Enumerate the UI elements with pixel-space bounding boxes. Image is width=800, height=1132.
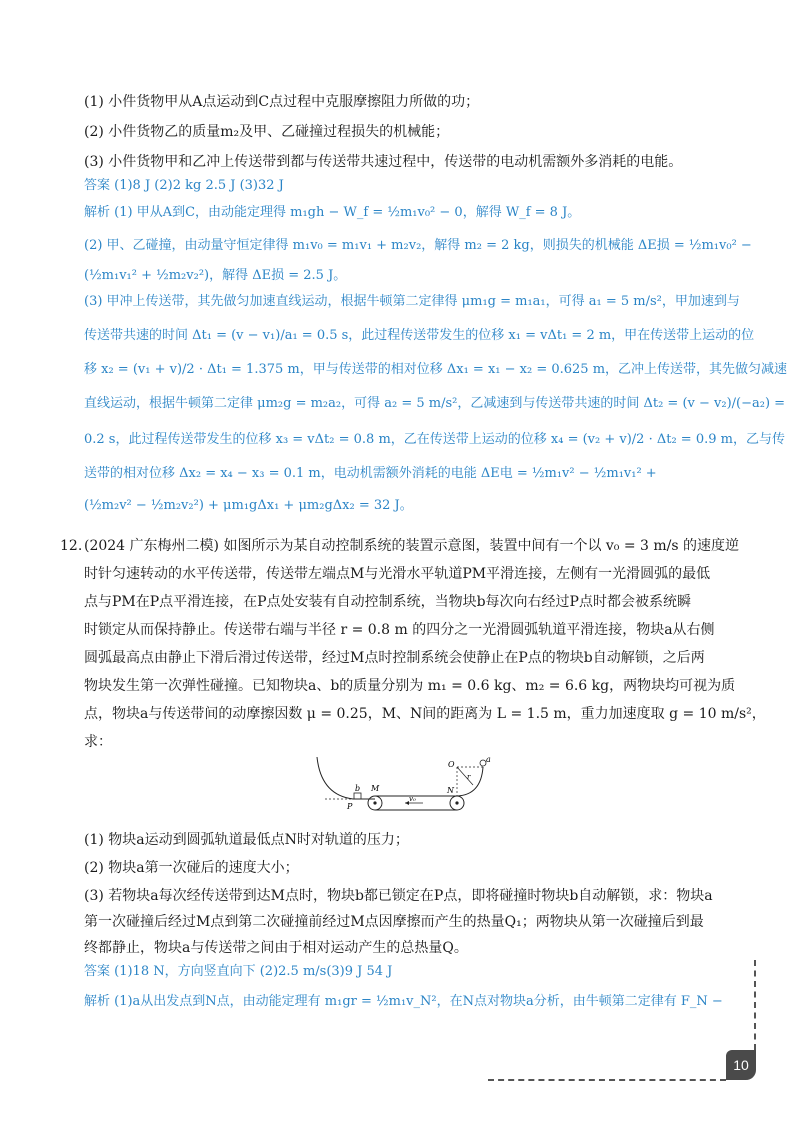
left-roller-axle xyxy=(373,801,376,804)
question-line: (2024 广东梅州二模) 如图所示为某自动控制系统的装置示意图，装置中间有一个以 v₀ = 3 m/s 的速度逆 xyxy=(84,538,740,554)
solution-line: 传送带共速的时间 Δt₁ = (v − v₁)/a₁ = 0.5 s，此过程传送带发生的位移 x₁ = vΔt₁ = 2 m，甲在传送带上运动的位 xyxy=(84,328,755,343)
sub-question: 第一次碰撞后经过M点到第二次碰撞前经过M点因摩擦而产生的热量Q₁；两物块从第一次碰撞后到最 xyxy=(84,914,704,930)
question-line: (2) 小件货物乙的质量m₂及甲、乙碰撞过程损失的机械能； xyxy=(84,124,450,140)
label-v0: v₀ xyxy=(409,795,416,803)
label-n: N xyxy=(447,786,454,795)
solution-line: (½m₁v₁² + ½m₂v₂²)，解得 ΔE损 = 2.5 J。 xyxy=(84,268,347,283)
page-number: 10 xyxy=(726,1050,756,1080)
question-line: 点，物块a与传送带间的动摩擦因数 μ = 0.25，M、N间的距离为 L = 1.5 m，重力加速度取 g = 10 m/s²， xyxy=(84,706,766,722)
question-line: 求： xyxy=(84,734,112,750)
label-m: M xyxy=(371,784,380,793)
label-b: b xyxy=(355,784,361,793)
answer-line: 答案 (1)18 N，方向竖直向下 (2)2.5 m/s(3)9 J 54 J xyxy=(84,964,393,979)
right-roller-axle xyxy=(455,801,458,804)
dashed-border-horizontal xyxy=(488,1079,726,1081)
question-line: (3) 小件货物甲和乙冲上传送带到都与传送带共速过程中，传送带的电动机需额外多消耗的电能。 xyxy=(84,154,683,170)
label-r: r xyxy=(467,773,471,781)
solution-line: 解析 (1) 甲从A到C，由动能定理得 m₁gh − W_f = ½m₁v₀² − 0，解得 W_f = 8 J。 xyxy=(84,205,581,220)
question-line: (1) 小件货物甲从A点运动到C点过程中克服摩擦阻力所做的功； xyxy=(84,94,480,110)
radius-line xyxy=(457,767,473,785)
solution-line: 解析 (1)a从出发点到N点，由动能定理有 m₁gr = ½m₁v_N²，在N点对物块a分析，由牛顿第二定律有 F_N − xyxy=(84,994,723,1009)
solution-line: (2) 甲、乙碰撞，由动量守恒定律得 m₁v₀ = m₁v₁ + m₂v₂，解得 m₂ = 2 kg，则损失的机械能 ΔE损 = ½m₁v₀² − xyxy=(84,238,752,253)
question-line: 点与PM在P点平滑连接，在P点处安装有自动控制系统，当物块b每次向右经过P点时都会被系统瞬 xyxy=(84,594,691,610)
left-arc xyxy=(317,757,353,799)
question-number: 12. xyxy=(60,538,83,554)
sub-question: (2) 物块a第一次碰后的速度大小； xyxy=(84,860,299,876)
solution-line: (½m₂v² − ½m₂v₂²) + μm₁gΔx₁ + μm₂gΔx₂ = 32 J。 xyxy=(84,498,413,513)
sub-question: (1) 物块a运动到圆弧轨道最低点N时对轨道的压力； xyxy=(84,832,409,848)
question-line: 物块发生第一次弹性碰撞。已知物块a、b的质量分别为 m₁ = 0.6 kg、m₂ = 6.6 kg，两物块均可视为质 xyxy=(84,678,736,694)
question-line: 时锁定从而保持静止。传送带右端与半径 r = 0.8 m 的四分之一光滑圆弧轨道平滑连接，物块a从右侧 xyxy=(84,622,715,638)
question-line: 时针匀速转动的水平传送带，传送带左端点M与光滑水平轨道PM平滑连接，左侧有一光滑圆弧的最低 xyxy=(84,566,711,582)
label-a: a xyxy=(486,755,491,764)
question-line: 圆弧最高点由静止下滑后滑过传送带，经过M点时控制系统会使静止在P点的物块b自动解锁，之后两 xyxy=(84,650,705,666)
solution-line: (3) 甲冲上传送带，其先做匀加速直线运动，根据牛顿第二定律得 μm₁g = m₁a₁，可得 a₁ = 5 m/s²，甲加速到与 xyxy=(84,294,740,309)
sub-question: 终都静止，物块a与传送带之间由于相对运动产生的总热量Q。 xyxy=(84,940,468,956)
solution-line: 直线运动，根据牛顿第二定律 μm₂g = m₂a₂，可得 a₂ = 5 m/s²，乙减速到与传送带共速的时间 Δt₂ = (v − v₂)/(−a₂) = xyxy=(84,396,786,411)
solution-line: 0.2 s，此过程传送带发生的位移 x₃ = vΔt₂ = 0.8 m，乙在传送带上运动的位移 x₄ = (v₂ + v)/2 · Δt₂ = 0.9 m，乙与传 xyxy=(84,432,785,447)
conveyor-diagram xyxy=(305,755,495,817)
label-p: P xyxy=(347,802,353,811)
block-b xyxy=(354,793,361,799)
answer-line: 答案 (1)8 J (2)2 kg 2.5 J (3)32 J xyxy=(84,178,284,193)
solution-line: 移 x₂ = (v₁ + v)/2 · Δt₁ = 1.375 m，甲与传送带的相对位移 Δx₁ = x₁ − x₂ = 0.625 m，乙冲上传送带，其先做匀减速 xyxy=(84,362,788,377)
solution-line: 送带的相对位移 Δx₂ = x₄ − x₃ = 0.1 m，电动机需额外消耗的电能 ΔE电 = ½m₁v² − ½m₁v₁² + xyxy=(84,466,657,481)
dashed-border-vertical xyxy=(754,960,756,1050)
sub-question: (3) 若物块a每次经传送带到达M点时，物块b都已锁定在P点，即将碰撞时物块b自动解锁，求：物块a xyxy=(84,888,713,904)
label-o: O xyxy=(448,760,455,769)
